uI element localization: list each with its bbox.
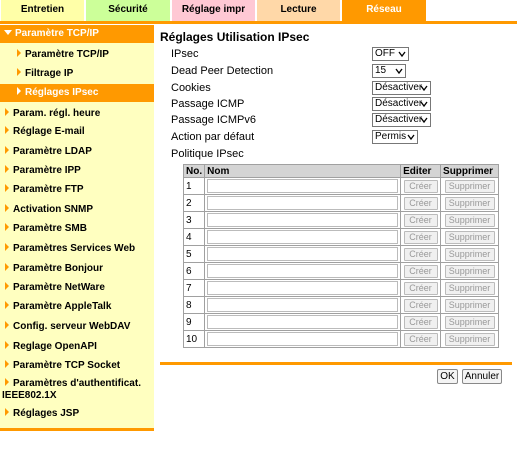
create-button[interactable]: Créer	[404, 299, 438, 312]
chevron-right-icon	[5, 263, 9, 271]
row-name-cell	[205, 212, 401, 229]
sidebar-item-label: Paramètre TCP/IP	[25, 49, 109, 60]
row-delete-cell	[441, 229, 499, 246]
delete-button[interactable]: Supprimer	[445, 214, 495, 227]
chevron-right-icon	[5, 184, 9, 192]
sidebar-item-label: Paramètres Services Web	[13, 243, 136, 254]
chevron-right-icon	[5, 301, 9, 309]
select-value: OFF	[375, 48, 395, 59]
icmpv6-pass-select[interactable]	[372, 113, 431, 127]
tab-securite[interactable]: Sécurité	[86, 0, 170, 21]
chevron-down-icon	[420, 84, 428, 92]
row-delete-cell	[441, 178, 499, 195]
chevron-down-icon	[4, 30, 12, 35]
page-title: Réglages Utilisation IPsec	[160, 30, 310, 44]
create-button[interactable]: Créer	[404, 316, 438, 329]
tab-reseau[interactable]: Réseau	[342, 0, 426, 21]
tab-reglage-impr[interactable]: Réglage impr	[172, 0, 255, 21]
create-button[interactable]: Créer	[404, 180, 438, 193]
field-label-icmpv6: Passage ICMPv6	[171, 114, 256, 126]
sidebar-item-ipp[interactable]	[0, 162, 154, 180]
chevron-right-icon	[5, 126, 9, 134]
sidebar-item-label: Paramètre IPP	[13, 165, 81, 176]
chevron-right-icon	[5, 108, 9, 116]
policy-name-field[interactable]	[207, 247, 398, 261]
sidebar-item-label: Réglage E-mail	[13, 126, 85, 137]
delete-button[interactable]: Supprimer	[445, 265, 495, 278]
table-header-row	[184, 165, 499, 178]
chevron-down-icon	[395, 67, 403, 75]
sidebar-item-label: Paramètre AppleTalk	[13, 301, 112, 312]
sidebar-item-label: Config. serveur WebDAV	[13, 321, 131, 332]
delete-button[interactable]: Supprimer	[445, 316, 495, 329]
row-name-cell	[205, 331, 401, 348]
row-number: 5	[184, 246, 205, 263]
policy-name-field[interactable]	[207, 281, 398, 295]
row-delete-cell	[441, 314, 499, 331]
sidebar-subitem-ipsec[interactable]	[0, 84, 154, 102]
create-button[interactable]: Créer	[404, 231, 438, 244]
chevron-right-icon	[5, 408, 9, 416]
sidebar-item-bonjour[interactable]	[0, 260, 154, 278]
chevron-right-icon	[5, 360, 9, 368]
sidebar-bottom-line	[0, 428, 154, 431]
row-name-cell	[205, 246, 401, 263]
sidebar-item-label: Filtrage IP	[25, 68, 74, 79]
chevron-right-icon	[5, 223, 9, 231]
row-edit-cell	[401, 280, 441, 297]
chevron-right-icon	[5, 321, 9, 329]
row-name-cell	[205, 314, 401, 331]
sidebar-item-label: Paramètre SMB	[13, 223, 87, 234]
delete-button[interactable]: Supprimer	[445, 231, 495, 244]
sidebar-subitem-tcpip[interactable]	[0, 46, 154, 64]
sidebar-item-webdav[interactable]	[0, 318, 154, 336]
col-header-no: No.	[184, 165, 205, 178]
ok-button[interactable]: OK	[437, 369, 458, 384]
sidebar-item-label-line2: IEEE802.1X	[2, 390, 57, 401]
row-delete-cell	[441, 280, 499, 297]
policy-name-field[interactable]	[207, 264, 398, 278]
sidebar-subitem-filtrage-ip[interactable]	[0, 65, 154, 83]
chevron-right-icon	[5, 341, 9, 349]
create-button[interactable]: Créer	[404, 197, 438, 210]
table-row	[184, 195, 499, 212]
sidebar-item-heure[interactable]	[0, 105, 154, 123]
sidebar-item-ldap[interactable]	[0, 143, 154, 161]
table-row	[184, 314, 499, 331]
row-number: 2	[184, 195, 205, 212]
policy-name-field[interactable]	[207, 213, 398, 227]
col-header-edit: Editer	[401, 165, 441, 178]
create-button[interactable]: Créer	[404, 333, 438, 346]
select-value: Permis	[375, 131, 407, 142]
row-edit-cell	[401, 331, 441, 348]
ipsec-select[interactable]	[372, 47, 409, 61]
policy-name-field[interactable]	[207, 196, 398, 210]
row-number: 9	[184, 314, 205, 331]
sidebar-item-email[interactable]	[0, 123, 154, 141]
row-delete-cell	[441, 212, 499, 229]
row-edit-cell	[401, 229, 441, 246]
select-value: Désactiver	[375, 82, 423, 93]
policy-label: Politique IPsec	[171, 148, 244, 160]
row-number: 8	[184, 297, 205, 314]
dead-peer-detection-select[interactable]	[372, 64, 406, 78]
sidebar-item-label: Paramètre FTP	[13, 184, 84, 195]
sidebar-item-label: Paramètre NetWare	[13, 282, 105, 293]
sidebar-item-netware[interactable]	[0, 279, 154, 297]
sidebar-item-label: Réglages IPsec	[25, 87, 99, 98]
default-action-select[interactable]	[372, 130, 418, 144]
delete-button[interactable]: Supprimer	[445, 333, 495, 346]
cookies-select[interactable]	[372, 81, 431, 95]
row-number: 10	[184, 331, 205, 348]
chevron-right-icon	[5, 165, 9, 173]
select-value: Désactiver	[375, 114, 423, 125]
row-number: 1	[184, 178, 205, 195]
chevron-right-icon	[5, 378, 9, 386]
table-row	[184, 229, 499, 246]
policy-name-field[interactable]	[207, 315, 398, 329]
field-label-default-action: Action par défaut	[171, 131, 255, 143]
sidebar-item-services-web[interactable]	[0, 240, 154, 258]
delete-button[interactable]: Supprimer	[445, 180, 495, 193]
sidebar-item-appletalk[interactable]	[0, 298, 154, 316]
row-number: 7	[184, 280, 205, 297]
sidebar-item-ieee8021x[interactable]	[0, 376, 154, 402]
row-number: 3	[184, 212, 205, 229]
cancel-button[interactable]: Annuler	[462, 369, 502, 384]
sidebar-item-label: Réglages JSP	[13, 408, 80, 419]
row-edit-cell	[401, 246, 441, 263]
delete-button[interactable]: Supprimer	[445, 197, 495, 210]
chevron-down-icon	[420, 100, 428, 108]
row-number: 4	[184, 229, 205, 246]
main-divider	[160, 362, 512, 365]
field-label-icmp: Passage ICMP	[171, 98, 245, 110]
chevron-down-icon	[398, 50, 406, 58]
table-row	[184, 263, 499, 280]
tab-entretien[interactable]: Entretien	[1, 0, 84, 21]
row-delete-cell	[441, 195, 499, 212]
create-button[interactable]: Créer	[404, 282, 438, 295]
select-value: 15	[375, 65, 387, 76]
delete-button[interactable]: Supprimer	[445, 299, 495, 312]
sidebar-item-smb[interactable]	[0, 220, 154, 238]
create-button[interactable]: Créer	[404, 265, 438, 278]
row-edit-cell	[401, 314, 441, 331]
chevron-right-icon	[5, 204, 9, 212]
field-label-cookies: Cookies	[171, 82, 211, 94]
row-delete-cell	[441, 263, 499, 280]
col-header-name: Nom	[205, 165, 401, 178]
col-header-delete: Supprimer	[441, 165, 499, 178]
create-button[interactable]: Créer	[404, 214, 438, 227]
sidebar-item-snmp[interactable]	[0, 201, 154, 219]
policy-name-field[interactable]	[207, 179, 398, 193]
sidebar	[0, 25, 154, 431]
row-name-cell	[205, 229, 401, 246]
row-name-cell	[205, 195, 401, 212]
sidebar-item-label: Paramètre LDAP	[13, 146, 92, 157]
row-name-cell	[205, 263, 401, 280]
sidebar-item-label: Paramètre Bonjour	[13, 263, 104, 274]
select-value: Désactiver	[375, 98, 423, 109]
policy-name-field[interactable]	[207, 332, 398, 346]
sidebar-item-label: Paramètres d'authentificat.	[13, 378, 141, 389]
sidebar-item-label: Paramètre TCP/IP	[15, 28, 99, 39]
tab-lecture[interactable]: Lecture	[257, 0, 340, 21]
row-name-cell	[205, 178, 401, 195]
field-label-ipsec: IPsec	[171, 48, 199, 60]
policy-name-field[interactable]	[207, 298, 398, 312]
chevron-right-icon	[5, 282, 9, 290]
chevron-right-icon	[17, 68, 21, 76]
field-label-dpd: Dead Peer Detection	[171, 65, 274, 77]
sidebar-item-label: Reglage OpenAPI	[13, 341, 97, 352]
delete-button[interactable]: Supprimer	[445, 248, 495, 261]
sidebar-item-label: Activation SNMP	[13, 204, 94, 215]
row-name-cell	[205, 280, 401, 297]
row-edit-cell	[401, 297, 441, 314]
sidebar-item-ftp[interactable]	[0, 181, 154, 199]
row-name-cell	[205, 297, 401, 314]
table-row	[184, 246, 499, 263]
table-row	[184, 280, 499, 297]
row-delete-cell	[441, 297, 499, 314]
delete-button[interactable]: Supprimer	[445, 282, 495, 295]
create-button[interactable]: Créer	[404, 248, 438, 261]
sidebar-item-label: Paramètre TCP Socket	[13, 360, 121, 371]
sidebar-item-openapi[interactable]	[0, 338, 154, 356]
chevron-right-icon	[5, 146, 9, 154]
table-row	[184, 178, 499, 195]
table-row	[184, 297, 499, 314]
sidebar-item-label: Param. régl. heure	[13, 108, 101, 119]
chevron-right-icon	[5, 243, 9, 251]
row-delete-cell	[441, 331, 499, 348]
table-row	[184, 331, 499, 348]
sidebar-item-jsp[interactable]	[0, 405, 154, 423]
table-row	[184, 212, 499, 229]
top-tab-bar	[0, 0, 517, 21]
sidebar-item-tcp-socket[interactable]	[0, 357, 154, 375]
chevron-down-icon	[407, 133, 415, 141]
tab-divider	[0, 21, 517, 24]
sidebar-item-tcpip[interactable]	[0, 25, 154, 43]
chevron-right-icon	[17, 87, 21, 95]
row-edit-cell	[401, 195, 441, 212]
ipsec-policy-table	[183, 164, 499, 348]
row-delete-cell	[441, 246, 499, 263]
icmp-pass-select[interactable]	[372, 97, 431, 111]
row-edit-cell	[401, 178, 441, 195]
row-edit-cell	[401, 212, 441, 229]
chevron-down-icon	[420, 116, 428, 124]
row-edit-cell	[401, 263, 441, 280]
policy-name-field[interactable]	[207, 230, 398, 244]
chevron-right-icon	[17, 49, 21, 57]
row-number: 6	[184, 263, 205, 280]
